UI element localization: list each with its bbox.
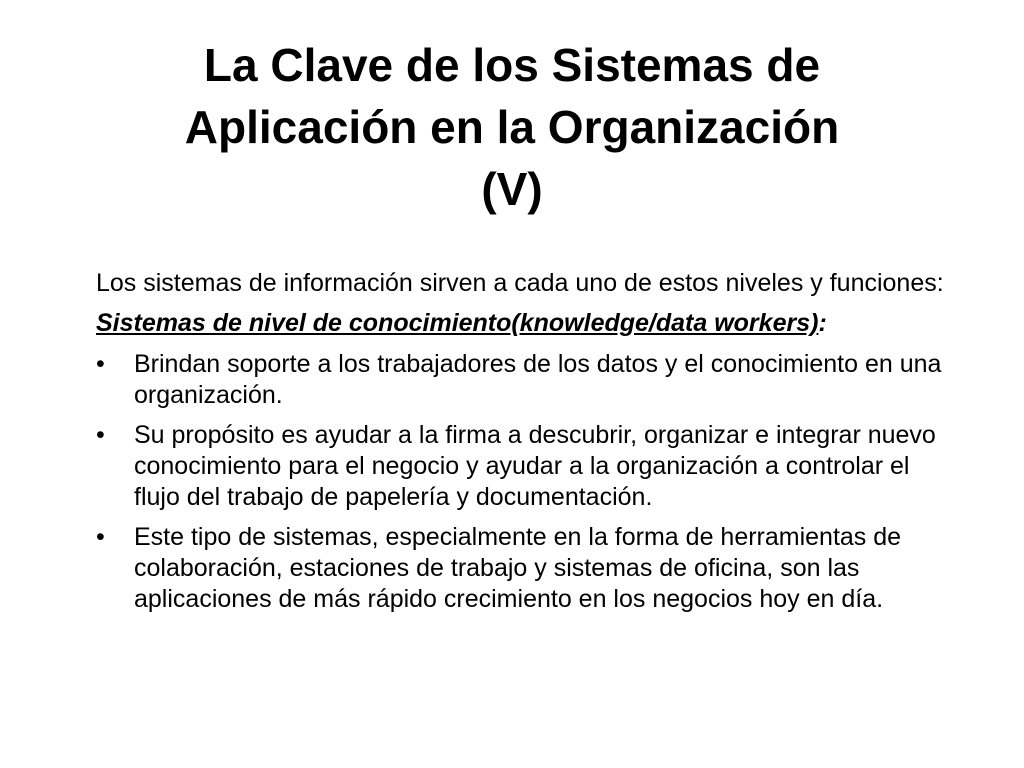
subheading-text: Sistemas de nivel de conocimiento(knowledge/data workers) [96, 309, 819, 337]
bullet-icon: • [96, 523, 105, 551]
title-line-2: Aplicación en la Organización [184, 101, 840, 153]
bullet-item-2 [96, 420, 956, 513]
title-line-1: La Clave de los Sistemas de [203, 39, 821, 91]
bullet-text-1: Brindan soporte a los trabajadores de los datos y el conocimiento en una organización. [134, 350, 942, 409]
bullet-text-2: Su propósito es ayudar a la firma a descubrir, organizar e integrar nuevo conocimiento para el negocio y ayudar a la organización a controlar el flujo del trabajo de papelería y documentación. [134, 421, 936, 511]
bullet-icon: • [96, 421, 105, 449]
slide-body [96, 268, 956, 624]
bullet-item-1 [96, 349, 956, 411]
bullet-text-3: Este tipo de sistemas, especialmente en la forma de herramientas de colaboración, estaciones de trabajo y sistemas de oficina, son las aplicaciones de más rápido crecimiento en los negocios hoy en día. [134, 523, 902, 613]
section-subheading [96, 308, 956, 339]
slide-title [60, 34, 964, 220]
intro-paragraph: Los sistemas de información sirven a cada uno de estos niveles y funciones: [96, 269, 944, 297]
bullet-icon: • [96, 350, 105, 378]
subheading-colon: : [818, 309, 827, 337]
bullet-item-3 [96, 522, 956, 615]
title-line-3: (V) [481, 163, 543, 215]
